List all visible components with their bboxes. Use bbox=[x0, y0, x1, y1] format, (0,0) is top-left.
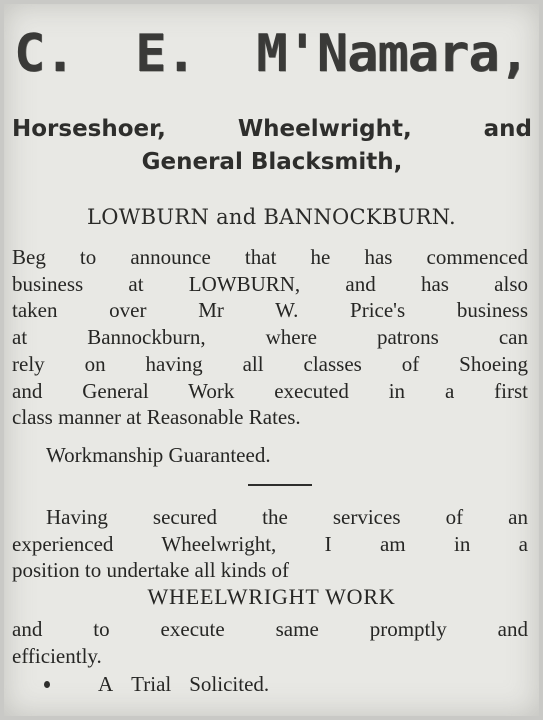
paragraph-line: and General Work executed in a first bbox=[12, 378, 528, 403]
paragraph-line: efficiently. bbox=[12, 643, 102, 668]
announcement-paragraph bbox=[12, 244, 528, 431]
paragraph-line: rely on having all classes of Shoeing bbox=[12, 351, 528, 376]
paragraph-line: position to undertake all kinds of bbox=[12, 558, 290, 583]
newspaper-clipping bbox=[4, 4, 539, 716]
wheelwright-paragraph bbox=[12, 504, 528, 584]
trial-word-solicited: Solicited. bbox=[189, 672, 270, 696]
trial-word-trial: Trial bbox=[131, 672, 172, 696]
closing-paragraph bbox=[12, 616, 528, 669]
paragraph-line: and to execute same promptly and bbox=[12, 617, 528, 641]
paragraph-line: class manner at Reasonable Rates. bbox=[12, 405, 301, 430]
paragraph-line: taken over Mr W. Price's business bbox=[12, 298, 528, 323]
paragraph-line: experienced Wheelwright, I am in a bbox=[12, 531, 528, 556]
section-divider bbox=[248, 484, 312, 486]
trade-line-2: General Blacksmith, bbox=[141, 149, 403, 175]
paragraph-line: business at LOWBURN, and has also bbox=[12, 271, 528, 296]
paragraph-line: Having secured the services of an bbox=[46, 505, 528, 529]
trial-word-a: A bbox=[98, 672, 114, 696]
trade-wheelwright: Wheelwright, bbox=[237, 116, 412, 142]
trade-line-1 bbox=[12, 112, 532, 146]
trade-horseshoer: Horseshoer, bbox=[12, 116, 166, 142]
bullet-icon bbox=[44, 681, 50, 688]
trial-solicited-line bbox=[44, 671, 269, 697]
paragraph-line: at Bannockburn, where patrons can bbox=[12, 325, 528, 350]
places-heading: LOWBURN and BANNOCKBURN. bbox=[86, 205, 457, 229]
wheelwright-work-heading: WHEELWRIGHT WORK bbox=[147, 584, 396, 609]
advert-headline bbox=[14, 22, 529, 86]
headline-initial-e: E. bbox=[135, 24, 196, 84]
paragraph-line: Beg to announce that he has commenced bbox=[12, 245, 528, 269]
headline-surname: M'Namara, bbox=[256, 24, 529, 84]
headline-initial-c: C. bbox=[14, 24, 75, 84]
guarantee-line: Workmanship Guaranteed. bbox=[46, 443, 271, 467]
trade-and: and bbox=[483, 116, 532, 142]
